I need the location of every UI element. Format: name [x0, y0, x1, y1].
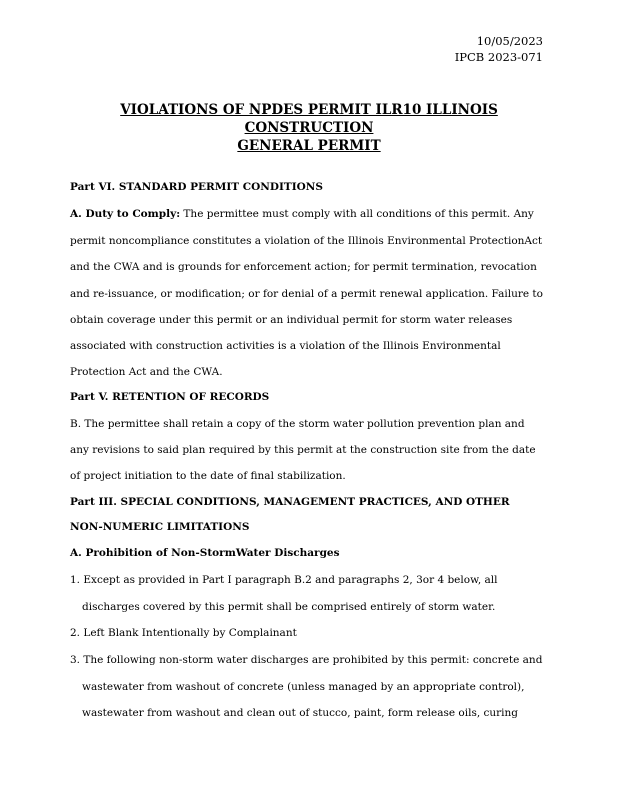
part5-heading: Part V. RETENTION OF RECORDS	[70, 391, 270, 403]
part5-line-2: of project initiation to the date of final stabilization.	[70, 470, 346, 482]
list-item-3-line-1: 3. The following non-storm water discharges are prohibited by this permit: concrete and	[70, 654, 543, 666]
part6-line-5: associated with construction activities is a violation of the Illinois Environmental	[70, 340, 501, 352]
list-item-2: 2. Left Blank Intentionally by Complainant	[70, 627, 297, 639]
part5-line-0: B. The permittee shall retain a copy of the storm water pollution prevention plan and	[70, 418, 525, 430]
part3-heading-line-1: Part III. SPECIAL CONDITIONS, MANAGEMENT PRACTICES, AND OTHER	[70, 496, 510, 508]
filing-date: 10/05/2023	[476, 34, 543, 48]
part6-line-3: and re-issuance, or modification; or for denial of a permit renewal application. Failure to	[70, 288, 543, 300]
part6-line-0: The permittee must comply with all conditions of this permit. Any	[180, 208, 534, 220]
part6-line-2: and the CWA and is grounds for enforcement action; for permit termination, revocation	[70, 261, 537, 273]
part6-line-6: Protection Act and the CWA.	[70, 366, 223, 378]
part5-line-1: any revisions to said plan required by this permit at the construction site from the date	[70, 444, 536, 456]
document-header	[455, 33, 543, 65]
list-item-3-line-3: wastewater from washout and clean out of stucco, paint, form release oils, curing	[82, 707, 519, 719]
list-item-1-line-2: discharges covered by this permit shall be comprised entirely of storm water.	[82, 601, 496, 613]
part6-line-1: permit noncompliance constitutes a violation of the Illinois Environmental ProtectionAct	[70, 235, 543, 247]
case-number: IPCB 2023-071	[454, 50, 543, 64]
part6-line-4: obtain coverage under this permit or an individual permit for storm water releases	[70, 314, 513, 326]
part6-heading: Part VI. STANDARD PERMIT CONDITIONS	[70, 181, 323, 193]
part3-heading-line-2: NON-NUMERIC LIMITATIONS	[70, 521, 250, 533]
list-item-3-line-2: wastewater from washout of concrete (unless managed by an appropriate control),	[82, 681, 525, 693]
list-item-1-line-1: 1. Except as provided in Part I paragraph B.2 and paragraphs 2, 3or 4 below, all	[70, 574, 498, 586]
duty-to-comply-label: A. Duty to Comply:	[70, 208, 181, 220]
title-line-1: VIOLATIONS OF NPDES PERMIT ILR10 ILLINOIS CONSTRUCTION	[120, 102, 498, 136]
document-title	[60, 101, 558, 155]
part6-paragraph-line-1	[70, 208, 550, 220]
part3-subheading: A. Prohibition of Non-StormWater Discharges	[70, 547, 340, 559]
title-line-2: GENERAL PERMIT	[237, 138, 381, 154]
